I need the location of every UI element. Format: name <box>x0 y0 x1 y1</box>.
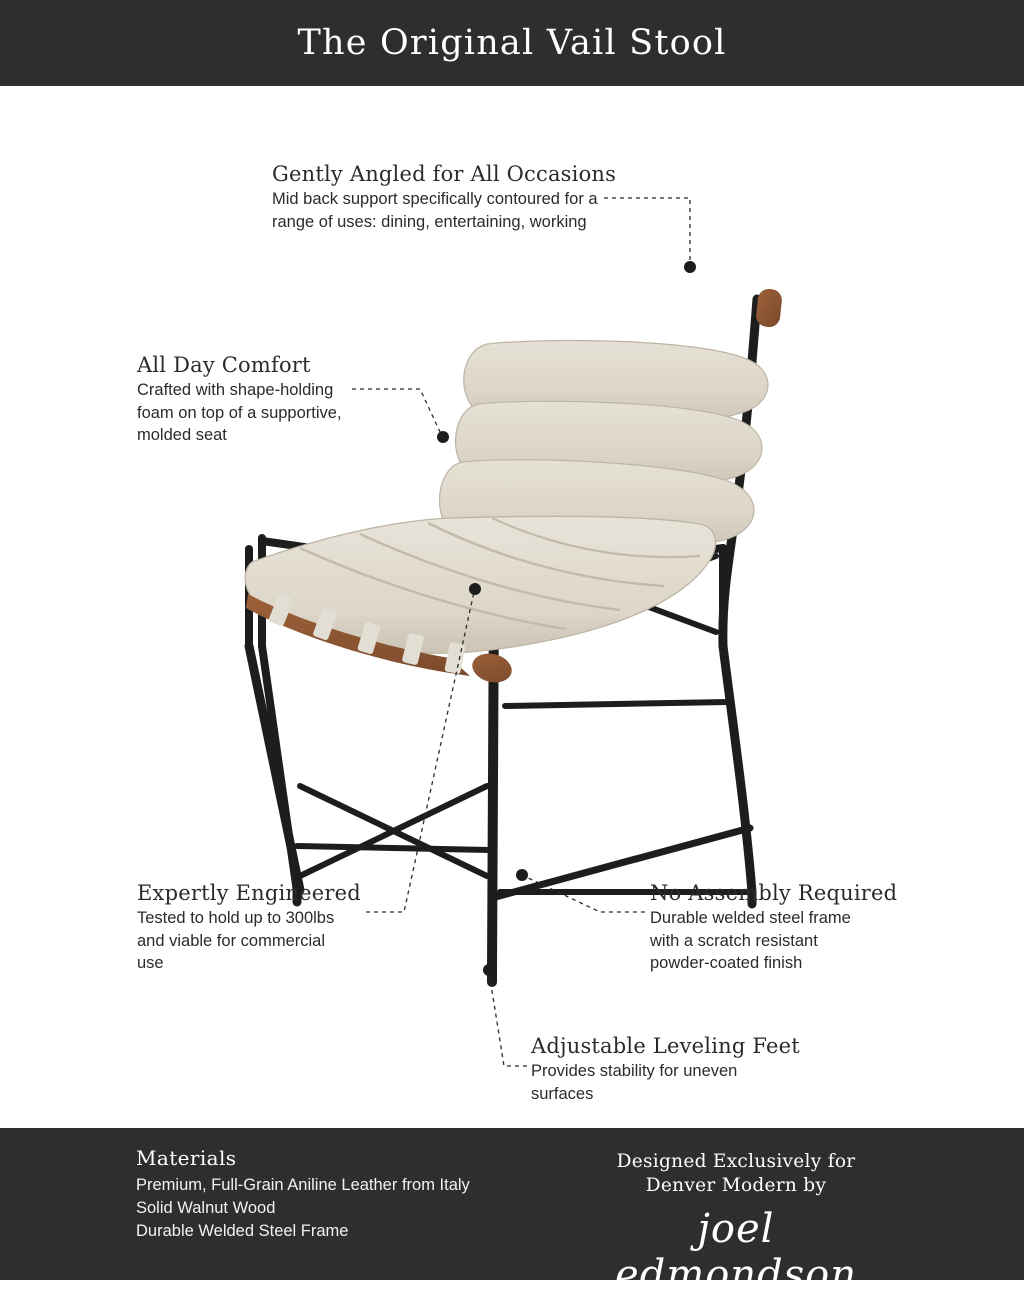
materials-item: Solid Walnut Wood <box>136 1199 276 1217</box>
designer-signature: joel edmondson <box>614 1206 858 1298</box>
callout-title: Gently Angled for All Occasions <box>272 162 617 186</box>
callout-adjustable-leveling-feet <box>531 1034 800 1105</box>
materials-item: Premium, Full-Grain Aniline Leather from Italy <box>136 1176 470 1194</box>
callout-body: Durable welded steel frame with a scratch resistant powder-coated finish <box>650 909 851 972</box>
designed-for-line-1: Designed Exclusively for <box>616 1151 856 1172</box>
walnut-accents <box>755 288 783 328</box>
callout-body: Provides stability for uneven surfaces <box>531 1062 738 1103</box>
callout-title: No Assembly Required <box>650 881 898 905</box>
callout-title: Expertly Engineered <box>137 881 361 905</box>
callout-no-assembly-required <box>650 881 897 975</box>
callout-all-day-comfort <box>137 353 351 447</box>
diagram-canvas <box>0 86 1024 1128</box>
header-bar <box>0 0 1024 86</box>
page-title: The Original Vail Stool <box>297 23 727 63</box>
callout-gently-angled <box>272 162 624 233</box>
designed-for-line-2: Denver Modern by <box>645 1175 827 1196</box>
callout-title: All Day Comfort <box>137 353 311 377</box>
materials-item: Durable Welded Steel Frame <box>136 1222 349 1240</box>
materials-block <box>136 1146 470 1243</box>
callout-body: Tested to hold up to 300lbs and viable for commercial use <box>137 909 335 972</box>
callout-title: Adjustable Leveling Feet <box>531 1034 800 1058</box>
callout-expertly-engineered <box>137 881 361 975</box>
designer-block <box>576 1150 896 1298</box>
footer-bar <box>0 1128 1024 1298</box>
callout-body: Mid back support specifically contoured for a range of uses: dining, entertaining, working <box>272 190 598 231</box>
callout-body: Crafted with shape-holding foam on top of a supportive, molded seat <box>137 381 342 444</box>
materials-title: Materials <box>136 1146 237 1170</box>
